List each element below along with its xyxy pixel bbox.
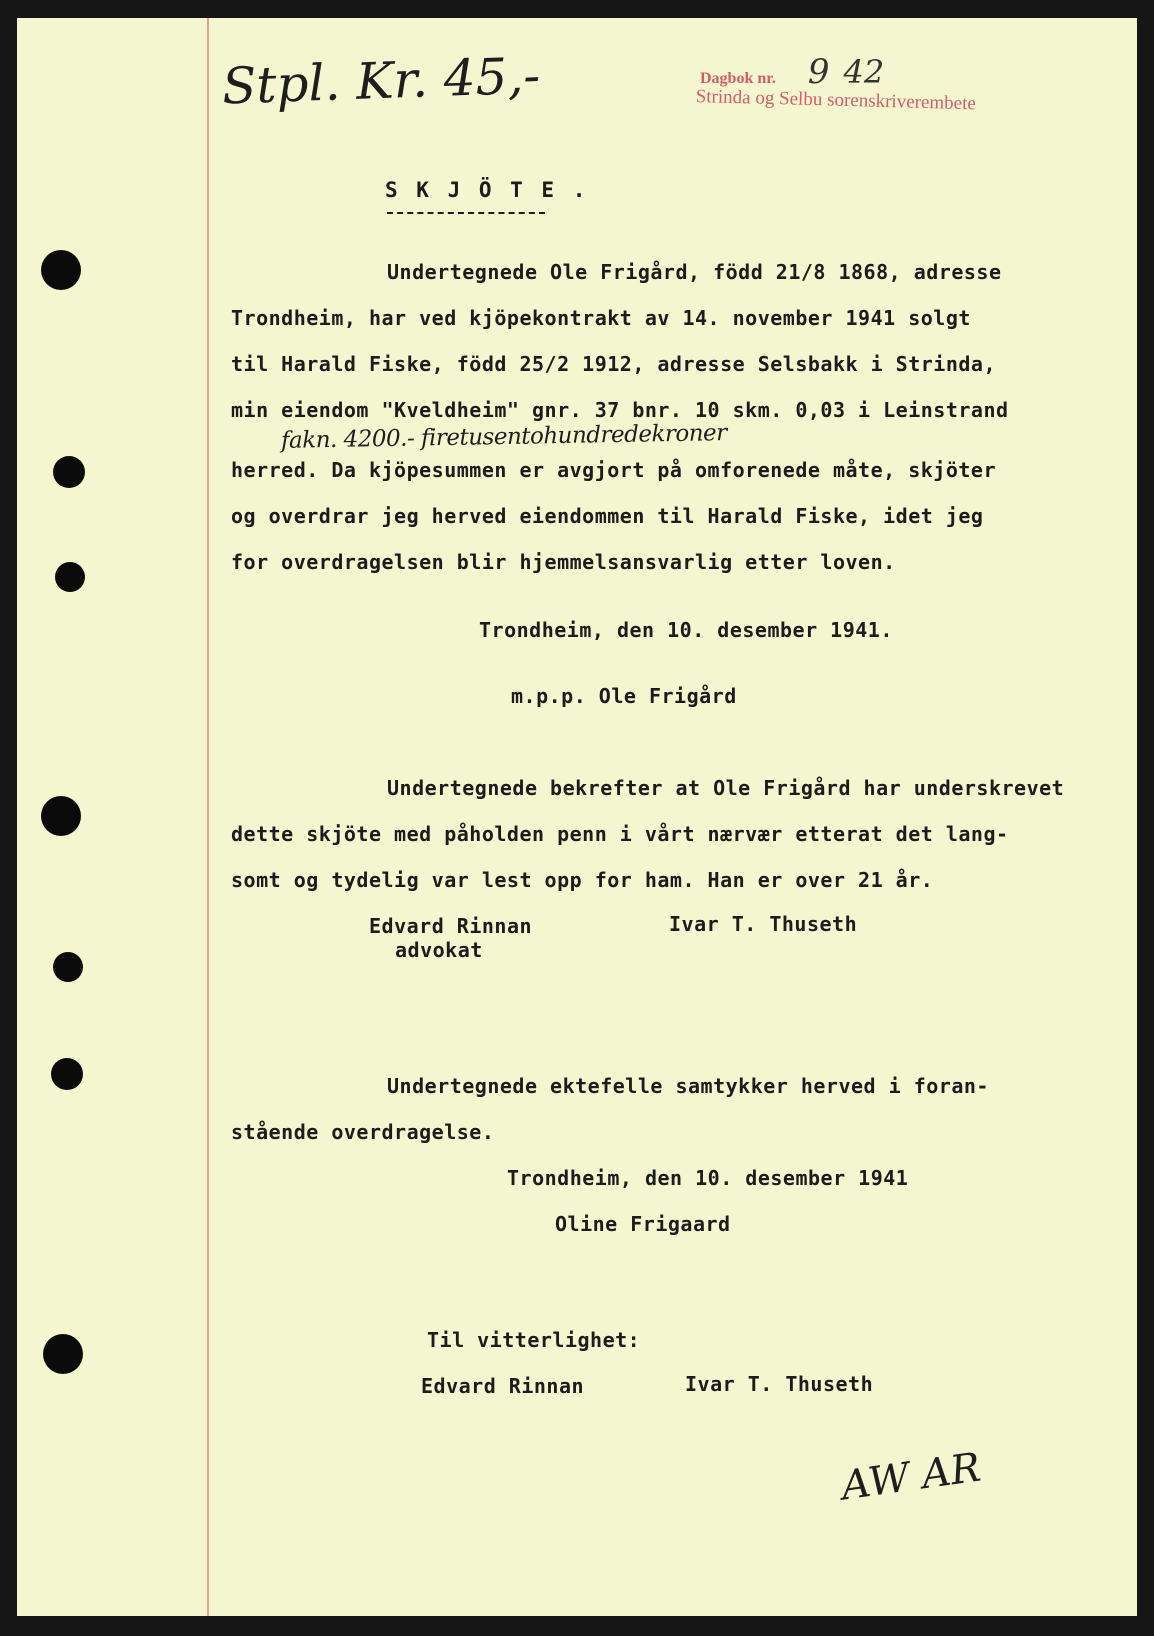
paragraph3-line: Undertegnede ektefelle samtykker herved i foran- <box>387 1074 989 1098</box>
handwritten-value-insert: fakn. 4200.- firetusentohundredekroner <box>280 420 727 454</box>
place-date-2: Trondheim, den 10. desember 1941 <box>507 1166 909 1190</box>
paragraph2-line: dette skjöte med påholden penn i vårt nærvær etterat det lang- <box>231 822 1009 846</box>
handwritten-initials: AW AR <box>838 1444 984 1510</box>
seller-signature: m.p.p. Ole Frigård <box>511 684 737 708</box>
margin-line <box>207 18 209 1616</box>
paragraph2-line: somt og tydelig var lest opp for ham. Han er over 21 år. <box>231 868 934 892</box>
paragraph1-line: til Harald Fiske, född 25/2 1912, adresse Selsbakk i Strinda, <box>231 352 997 376</box>
paragraph1-line: Trondheim, har ved kjöpekontrakt av 14. november 1941 solgt <box>231 306 971 330</box>
attestation-heading: Til vitterlighet: <box>427 1328 641 1352</box>
spouse-signature: Oline Frigaard <box>555 1212 731 1236</box>
punch-hole <box>43 1334 83 1374</box>
punch-hole <box>53 456 85 488</box>
place-date-1: Trondheim, den 10. desember 1941. <box>479 618 893 642</box>
witness1-name: Edvard Rinnan <box>369 914 533 938</box>
paragraph1-line: min eiendom "Kveldheim" gnr. 37 bnr. 10 skm. 0,03 i Leinstrand <box>231 398 1009 422</box>
paragraph1-line: og overdrar jeg herved eiendommen til Harald Fiske, idet jeg <box>231 504 984 528</box>
title-underline <box>387 212 545 214</box>
witness2-name: Ivar T. Thuseth <box>669 912 858 936</box>
stamp-duty-note: Stpl. Kr. 45,- <box>221 46 542 116</box>
paragraph2-line: Undertegnede bekrefter at Ole Frigård har underskrevet <box>387 776 1065 800</box>
paragraph1-line: Undertegnede Ole Frigård, född 21/8 1868, adresse <box>387 260 1002 284</box>
document-title: S K J Ö T E . <box>385 178 589 202</box>
punch-hole <box>55 562 85 592</box>
stamp-prefix: Dagbok nr. <box>700 70 776 87</box>
punch-hole <box>41 796 81 836</box>
punch-hole <box>41 250 81 290</box>
witness1-title: advokat <box>395 938 483 962</box>
registry-stamp-office: Strinda og Selbu sorenskriverembete <box>695 86 977 115</box>
punch-hole <box>53 952 83 982</box>
attestation-name-2: Ivar T. Thuseth <box>685 1372 874 1396</box>
stamp-entry-number: 9 <box>807 52 830 92</box>
paragraph3-line: stående overdragelse. <box>231 1120 495 1144</box>
paragraph1-line: for overdragelsen blir hjemmelsansvarlig etter loven. <box>231 550 896 574</box>
document-page <box>17 18 1137 1616</box>
attestation-name-1: Edvard Rinnan <box>421 1374 585 1398</box>
paragraph1-line: herred. Da kjöpesummen er avgjort på omforenede måte, skjöter <box>231 458 997 482</box>
punch-hole <box>51 1058 83 1090</box>
stamp-year: 42 <box>843 53 885 91</box>
